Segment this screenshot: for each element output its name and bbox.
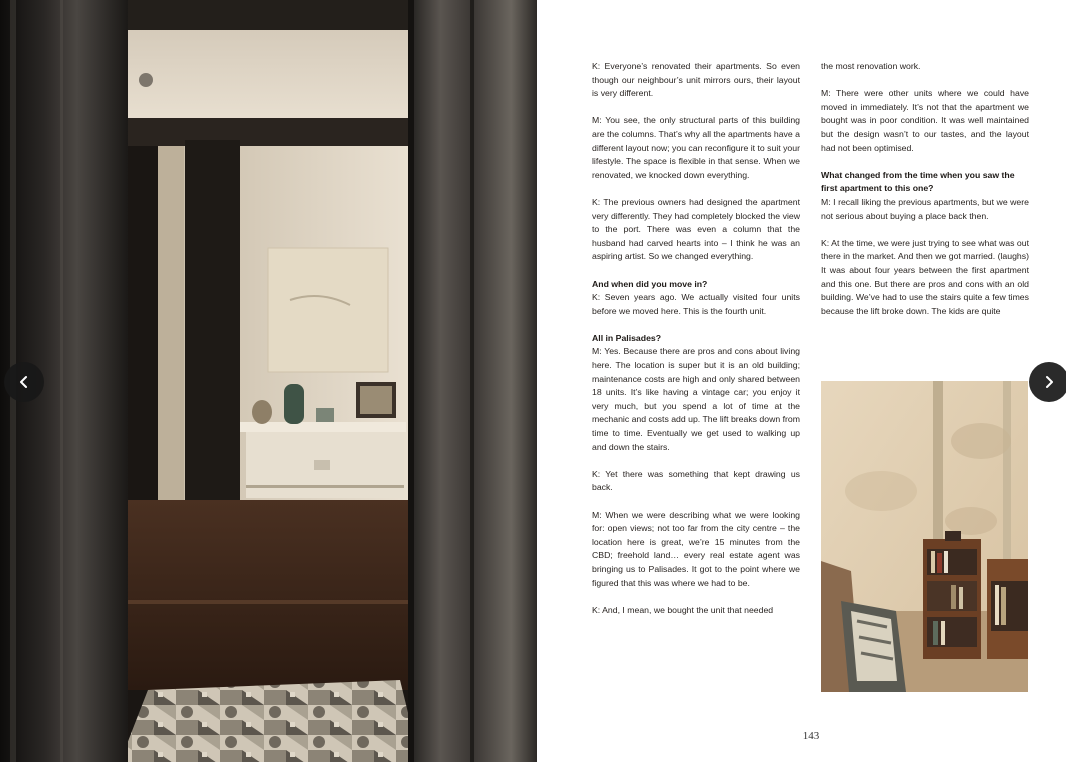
page-number: 143 [802, 730, 820, 742]
paragraph: M: When we were describing what we were looking for: open views; not too far from the city centre – the location here is great, we’re 15 minutes from the CBD; freehold land… every real estate agent was bringing us to Palisades. It got to the point where we figured that this was where we had to be. [592, 509, 800, 588]
paragraph: K: Everyone’s renovated their apartments. So even though our neighbour’s unit mirrors ours, their layout is very different. [592, 61, 800, 99]
paragraph: K: Yet there was something that kept drawing us back. [592, 468, 800, 493]
previous-page-button[interactable] [4, 362, 44, 402]
article-column-right [821, 60, 1029, 318]
paragraph: K: And, I mean, we bought the unit that needed [592, 604, 774, 615]
paragraph: the most renovation work. [821, 61, 921, 71]
paragraph: M: Yes. Because there are pros and cons about living here. The location is super but it is an old building; maintenance costs are high and only shared between 18 units. It’s like having a vintage car; you enjoy it very much, but you spend a lot of time at the mechanic and costs add up. The lift breaks down from time to time. Eventually we get used to walking up and down the stairs. [592, 346, 800, 452]
article-page [537, 0, 1066, 762]
interview-question: All in Palisades? [592, 332, 662, 343]
interview-question: What changed from the time when you saw the first apartment to this one? [821, 169, 1015, 194]
next-page-button[interactable] [1029, 362, 1066, 402]
photo-living-room-bookshelf [821, 381, 1028, 692]
chevron-right-icon [1042, 375, 1056, 389]
paragraph: M: There were other units where we could have moved in immediately. It’s not that the apartment we bought was in poor condition. It was well maintained but the design wasn’t to our tastes, and the layout had not been optimised. [821, 88, 1029, 153]
paragraph: K: At the time, we were just trying to see what was out there in the market. And then we got married. (laughs) It was about four years between the first apartment and this one. But there are pros and cons with an old building. We’ve had to use the stairs quite a few times because the lift broke down. The kids are quite [821, 237, 1029, 316]
paragraph: M: You see, the only structural parts of this building are the columns. That’s why all the apartments have a different layout now; you can reconfigure it to suit your lifestyle. The space is flexible in that sense. When we renovated, we knocked down everything. [592, 115, 800, 180]
paragraph: K: The previous owners had designed the apartment very differently. They had completely blocked the view to the port. There was even a column that the husband had carved hearts into – I think he was an aspiring artist. So we changed everything. [592, 196, 800, 262]
interview-question: And when did you move in? [592, 278, 708, 289]
paragraph: M: I recall liking the previous apartments, but we were not serious about buying a place back then. [821, 196, 1029, 221]
article-column-left [592, 60, 800, 617]
chevron-left-icon [17, 375, 31, 389]
paragraph: K: Seven years ago. We actually visited four units before we moved here. This is the fourth unit. [592, 292, 800, 316]
